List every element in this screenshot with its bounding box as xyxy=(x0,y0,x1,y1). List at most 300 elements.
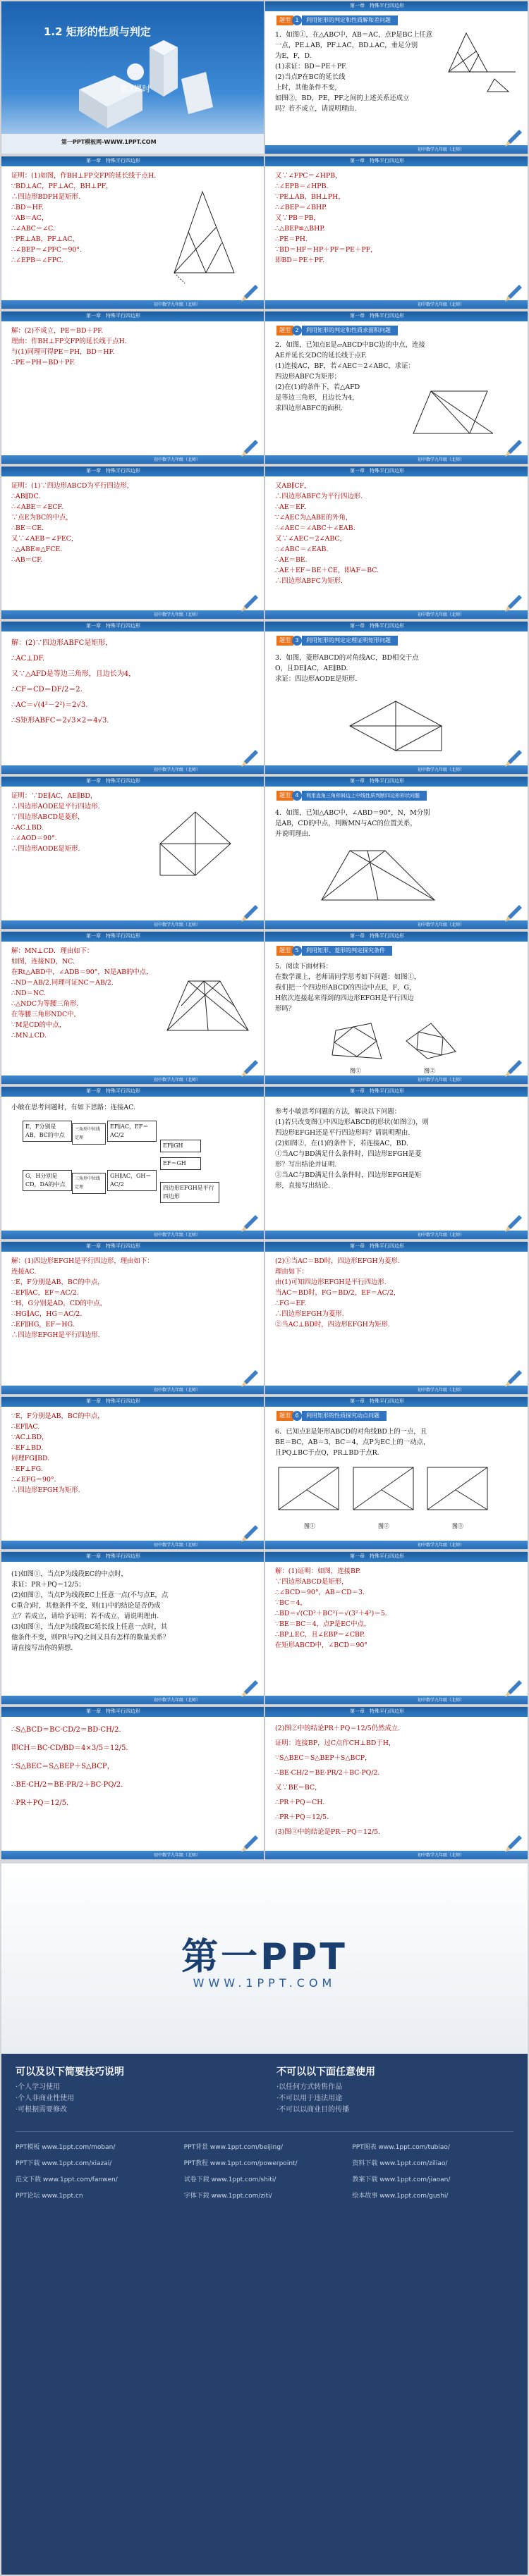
header-chapter: 第一章 特殊平行四边形 xyxy=(350,1243,404,1249)
text-line: (3)如图③，当点P为线段EC延长线上任意一点时，其 xyxy=(11,1623,168,1631)
text-line: 上时，其他条件不变， xyxy=(275,84,341,92)
header-chapter: 第一章 特殊平行四边形 xyxy=(86,468,140,474)
text-line: (1)连接AC，BF，若∠AEC＝2∠ABC，求证： xyxy=(275,362,415,370)
pencil-icon xyxy=(237,1832,261,1856)
footer-text: 初中数学九年级（北师） xyxy=(417,302,464,307)
ad-cannot-title: 不可以以下面任意使用 xyxy=(276,2066,375,2078)
text-line: 解：(1)证明：如图，连接BP. xyxy=(275,1567,361,1575)
footer-text: 初中数学九年级（北师） xyxy=(417,1853,464,1858)
flow-box: 四边形EFGH是平行四边形 xyxy=(160,1182,219,1203)
header-chapter: 第一章 特殊平行四边形 xyxy=(86,1708,140,1714)
text-line: ∴四边形ABFC为矩形. xyxy=(275,577,343,585)
text-line: ∴AB＝CF. xyxy=(11,556,43,564)
cover-title: 1.2 矩形的性质与判定 xyxy=(44,25,151,38)
text-line: ∴AE＝EF. xyxy=(275,503,306,511)
text-line: ∴四边形EFGH为菱形. xyxy=(275,1310,344,1318)
topic-tag: 题型 xyxy=(276,16,293,25)
topic-num: 5 xyxy=(292,946,302,956)
text-line: ∴∠EFG＝90°. xyxy=(11,1476,56,1484)
text-line: ∴PR＋PQ＝12/5. xyxy=(11,1799,69,1807)
problem-text xyxy=(275,30,450,114)
text-line: (2)当点P在BC的延长线 xyxy=(275,73,346,81)
text-line: ∴EF∥AC，EF＝AC/2. xyxy=(11,1289,79,1297)
text-line: ∵BD⊥AC，PF⊥AC，BH⊥PF， xyxy=(11,183,113,190)
text-line: ∴△NDC为等腰三角形. xyxy=(11,1000,79,1008)
geometry-figure xyxy=(329,1020,385,1066)
text-line: 在矩形ABCD中，∠BCD＝90° xyxy=(275,1641,367,1649)
ad-link[interactable]: 试卷下载 www.1ppt.com/shiti/ xyxy=(183,2176,276,2183)
flow-box: GH∥AC，GH＝AC/2 xyxy=(107,1170,157,1191)
text-line: ∴S矩形ABFC＝2√3×2＝4√3. xyxy=(11,717,109,725)
topic-num: 2 xyxy=(292,326,302,335)
text-line: ∴四边形AODE是平行四边形. xyxy=(11,803,100,811)
ad-link[interactable]: PPT图表 www.1ppt.com/tubiao/ xyxy=(352,2144,450,2151)
footer-text: 初中数学九年级（北师） xyxy=(417,612,464,617)
flow-box: EF＝GH xyxy=(160,1157,201,1170)
solution-text xyxy=(11,481,236,565)
text-line: 他条件不变，则PR与PQ之间又具有怎样的数量关系？ xyxy=(11,1634,170,1641)
text-line: (2)在(1)的条件下，若△AFD xyxy=(275,383,360,391)
text-line: (2)如图②，当点P为线段EC上任意一点(不与点E，点 xyxy=(11,1591,169,1599)
ad-panel xyxy=(1,1863,528,2575)
topic-1 xyxy=(276,16,398,25)
ad-logo-sub: WWW.1PPT.COM xyxy=(193,1976,336,1990)
geometry-figure xyxy=(160,974,252,1037)
text-line: ∵BE＝BC＝4，点P是EC中点， xyxy=(275,1620,371,1628)
text-line: ∴∠EPB＝∠FPC. xyxy=(11,257,63,264)
header-chapter: 第一章 特殊平行四边形 xyxy=(350,933,404,939)
text-line: ∴MN⊥CD. xyxy=(11,1032,47,1040)
text-line: 又∵△AFD是等边三角形，且边长为4， xyxy=(11,670,136,678)
text-line: 又∵∠AEB＝∠FEC， xyxy=(11,535,78,543)
text-line: 理由如下： xyxy=(275,1268,308,1276)
pencil-icon xyxy=(501,1677,525,1701)
geometry-figure xyxy=(308,844,449,907)
text-line: ∴AC⊥BD. xyxy=(11,824,44,832)
flow-box: 三角形中位线定理 xyxy=(72,1173,106,1194)
text-line: 求证：PR＋PQ＝12/5； xyxy=(11,1581,85,1589)
flow-box: EF∥GH xyxy=(160,1140,201,1152)
pencil-icon xyxy=(237,1212,261,1236)
flow-box: 三角形中位线定理 xyxy=(72,1123,106,1145)
slide-24 xyxy=(265,1707,528,1859)
text-line: ②当AC与BD满足什么条件时，四边形EFGH是矩 xyxy=(275,1171,422,1179)
text-line: (1)如图①，当点P为线段EC的中点时， xyxy=(11,1570,128,1578)
text-line: 解：(2)∵四边形ABFC是矩形， xyxy=(11,639,113,647)
text-line: ∴AE＝BE. xyxy=(275,556,308,564)
footer-text: 初中数学九年级（北师） xyxy=(417,1233,464,1238)
solution-text xyxy=(275,1721,499,1839)
text-line: 在等腰三角形NDC中， xyxy=(11,1011,80,1018)
ad-link[interactable]: PPT模板 www.1ppt.com/moban/ xyxy=(16,2144,116,2151)
footer-text: 初中数学九年级（北师） xyxy=(417,1078,464,1083)
text-line: ∵四边形ABCD是菱形， xyxy=(11,813,85,821)
topic-4 xyxy=(276,791,427,801)
topic-title: 利用矩形的性质探究动点问题 xyxy=(302,1411,387,1421)
text-line: (3)图③中的结论是PR－PQ＝12/5. xyxy=(275,1828,381,1836)
text-line: 证明：(1)∵四边形ABCD为平行四边形， xyxy=(11,482,134,490)
text-line: 一点，PE⊥AB，PF⊥AC，BD⊥AC，垂足分别 xyxy=(275,42,418,49)
solution-text xyxy=(11,791,165,854)
geometry-figure xyxy=(424,1464,494,1520)
pencil-icon xyxy=(501,747,525,771)
text-line: ∴BE＝CE. xyxy=(11,524,44,532)
text-line: ∴EF∥HG，EF＝HG. xyxy=(11,1321,75,1329)
text-line: ∵PE⊥AB，BH⊥PH， xyxy=(275,193,345,201)
geometry-figure xyxy=(410,388,494,440)
text-line: 形？写出结论并证明. xyxy=(275,1161,337,1169)
footer-text: 初中数学九年级（北师） xyxy=(153,302,200,307)
solution-text xyxy=(11,1721,236,1813)
pencil-icon xyxy=(501,127,525,151)
problem-text xyxy=(11,1102,236,1113)
topic-title: 利用矩形的判定定理证明矩形问题 xyxy=(302,636,398,646)
slide-3 xyxy=(1,156,264,309)
text-line: 是AB，CD的中点，判断MN与AC的位置关系， xyxy=(275,820,417,827)
header-chapter: 第一章 特殊平行四边形 xyxy=(86,933,140,939)
text-line: ∴EF⊥BD. xyxy=(11,1444,44,1452)
text-line: 5．阅读下面材料： xyxy=(275,963,332,970)
text-line: 四边形ABFC为矩形； xyxy=(275,373,341,381)
header-chapter: 第一章 特殊平行四边形 xyxy=(350,468,404,474)
pencil-icon xyxy=(501,437,525,461)
text-line: ∴AC⊥DF. xyxy=(11,655,45,663)
footer-text: 初中数学九年级（北师） xyxy=(153,1233,200,1238)
figure-label: 图② xyxy=(424,1068,435,1074)
footer-text: 初中数学九年级（北师） xyxy=(153,1698,200,1703)
footer-text: 初中数学九年级（北师） xyxy=(417,147,464,152)
ad-link-grid xyxy=(16,2142,513,2200)
slide-18 xyxy=(265,1242,528,1394)
text-line: ∴PR＋PQ＝12/5. xyxy=(275,1813,329,1821)
slide-5 xyxy=(1,312,264,464)
text-line: (2)图②中的结论PR＋PQ＝12/5仍然成立. xyxy=(275,1725,401,1732)
text-line: 2．如图，已知点E是▱ABCD中BC边的中点，连接 xyxy=(275,341,425,349)
text-line: 在数学课上，老师请同学思考如下问题：如图①， xyxy=(275,973,421,981)
text-line: 当AC＝BD时，FG＝BD/2，EF＝AC/2， xyxy=(275,1289,401,1297)
text-line: 如图②，BD，PE，PF之间的上述关系还成立 xyxy=(275,94,410,102)
footer-text: 初中数学九年级（北师） xyxy=(153,1853,200,1858)
solution-text xyxy=(11,171,165,266)
flow-box: EF∥AC，EF＝AC/2 xyxy=(107,1121,157,1142)
problem-text xyxy=(275,1107,499,1191)
text-line: 且PQ⊥BC于点Q，PR⊥BD于点R. xyxy=(275,1449,379,1457)
text-line: 又AB∥CF， xyxy=(275,482,311,490)
text-line: 并说明理由. xyxy=(275,830,310,838)
text-line: 求四边形ABFC的面积. xyxy=(275,405,343,412)
ad-list-item: ·可根据需要修改 xyxy=(16,2106,68,2114)
text-line: 四边形EFGH还是平行四边形吗？请说明理由. xyxy=(275,1129,411,1137)
footer-text: 初中数学九年级（北师） xyxy=(153,1543,200,1548)
pencil-icon xyxy=(501,1057,525,1081)
text-line: ∵BD＝HF＝HP＋PF＝PE＋PF， xyxy=(275,246,377,254)
slide-23 xyxy=(1,1707,264,1859)
topic-tag: 题型 xyxy=(276,326,293,335)
text-line: 解：(2)不成立，PE＝BD＋PF. xyxy=(11,327,104,335)
pencil-icon xyxy=(237,902,261,926)
text-line: 4．如图，已知△ABC中，∠ABD＝90°，N，M分别 xyxy=(275,809,430,817)
solution-text xyxy=(11,1411,236,1496)
topic-2 xyxy=(276,326,398,335)
pencil-icon xyxy=(501,1832,525,1856)
text-line: ∴∠ABC＝∠C. xyxy=(11,225,55,233)
cover-subtitle: 第3课时 xyxy=(120,84,151,94)
text-line: ∴四边形ABFC为平行四边形. xyxy=(275,493,363,500)
footer-text: 初中数学九年级（北师） xyxy=(417,1698,464,1703)
geometry-figure xyxy=(153,805,238,882)
topic-6 xyxy=(276,1411,387,1421)
ad-link[interactable]: PPT背景 www.1ppt.com/beijing/ xyxy=(183,2144,283,2151)
solution-text xyxy=(275,481,499,586)
ad-cannot-list xyxy=(276,2082,349,2116)
slide-4 xyxy=(265,156,528,309)
solution-text xyxy=(275,1566,499,1651)
geometry-figure xyxy=(343,698,449,754)
header-chapter: 第一章 特殊平行四边形 xyxy=(350,1553,404,1559)
text-line: 在Rt△ABD中，∠ADB＝90°，N是AB的中点， xyxy=(11,968,153,976)
text-line: ∴四边形AODE是矩形. xyxy=(11,845,80,853)
text-line: ∴FG＝EF. xyxy=(275,1300,307,1307)
text-line: ∴∠BCD＝90°，AB＝CD＝3. xyxy=(275,1589,365,1596)
text-line: 又∵∠AEC＝2∠ABC， xyxy=(275,535,346,543)
footer-text: 初中数学九年级（北师） xyxy=(153,768,200,772)
text-line: 如图，连接ND，NC. xyxy=(11,958,75,966)
pencil-icon xyxy=(501,902,525,926)
text-line: ∴S△BCD＝BC·CD/2＝BD·CH/2. xyxy=(11,1726,121,1734)
ad-logo: 第一PPT xyxy=(181,1936,348,1978)
text-line: 参考小敏思考问题的方法，解决以下问题： xyxy=(275,1108,401,1116)
slide-11 xyxy=(1,777,264,929)
text-line: ∴∠AEC＝∠ABC＋∠EAB. xyxy=(275,524,355,532)
slide-15 xyxy=(1,1087,264,1239)
slide-22 xyxy=(265,1552,528,1704)
ad-list-item: ·不可以以商业目的传播 xyxy=(276,2106,350,2114)
problem-text xyxy=(11,1569,236,1653)
pencil-icon xyxy=(501,282,525,306)
text-line: ∴PE＝PH. xyxy=(275,235,308,243)
header-chapter: 第一章 特殊平行四边形 xyxy=(350,1088,404,1094)
problem-text xyxy=(275,961,499,1014)
text-line: ∵PE⊥AB，PF⊥AC， xyxy=(11,235,79,243)
slide-9 xyxy=(1,622,264,774)
solution-text xyxy=(275,171,499,266)
topic-tag: 题型 xyxy=(276,946,293,956)
ad-link[interactable]: 字体下载 www.1ppt.com/ziti/ xyxy=(183,2193,272,2200)
text-line: ∴EF∥AC. xyxy=(11,1423,40,1431)
text-line: 又∵BE＝BC， xyxy=(275,1784,322,1792)
header-chapter: 第一章 特殊平行四边形 xyxy=(350,1398,404,1404)
text-line: 立？若成立，请给予证明；若不成立，请说明理由. xyxy=(11,1613,159,1620)
solution-text xyxy=(11,1256,236,1341)
footer-text: 初中数学九年级（北师） xyxy=(153,1388,200,1393)
text-line: ∵S△BEC＝S△BEP＋S△BCP， xyxy=(275,1754,372,1762)
text-line: ②当AC⊥BD时，四边形EFGH为矩形. xyxy=(275,1321,390,1329)
pencil-icon xyxy=(237,437,261,461)
geometry-figure xyxy=(350,1464,420,1520)
text-line: ∴AB∥DC. xyxy=(11,493,41,500)
text-line: (1)若只改变图①中四边形ABCD的形状(如图②)，则 xyxy=(275,1118,429,1126)
topic-title: 利用矩形、菱形的判定探究条件 xyxy=(302,946,392,956)
ad-list-item: ·个人非商业性使用 xyxy=(16,2095,75,2102)
ad-list-item: ·不可以用于违法用途 xyxy=(276,2095,343,2102)
text-line: (2)①当AC＝BD时，四边形EFGH为菱形. xyxy=(275,1257,400,1265)
solution-text xyxy=(11,636,236,729)
ad-link[interactable]: 范文下载 www.1ppt.com/fanwen/ xyxy=(16,2176,118,2183)
topic-tag: 题型 xyxy=(276,1411,293,1421)
ad-link[interactable]: 绘本故事 www.1ppt.com/gushi/ xyxy=(352,2193,449,2200)
header-chapter: 第一章 特殊平行四边形 xyxy=(86,778,140,784)
slide-19 xyxy=(1,1397,264,1549)
ad-link[interactable]: PPT论坛 www.1ppt.cn xyxy=(16,2193,83,2200)
geometry-figure xyxy=(171,188,241,287)
ad-can-title: 可以及以下简要技巧说明 xyxy=(16,2066,124,2078)
text-line: ∴AE＋EF＝BE＋CE，即AF＝BC. xyxy=(275,567,379,574)
text-line: 证明：∵DE∥AC，AE∥BD， xyxy=(11,792,97,800)
cover-slide xyxy=(1,1,264,154)
pencil-icon xyxy=(237,282,261,306)
topic-num: 4 xyxy=(292,791,302,801)
text-line: 理由：作BH⊥FP交FP的延长线于点H. xyxy=(11,338,127,345)
text-line: 解：(1)四边形EFGH是平行四边形，理由如下： xyxy=(11,1257,154,1265)
header-chapter: 第一章 特殊平行四边形 xyxy=(350,313,404,319)
header-chapter: 第一章 特殊平行四边形 xyxy=(86,1088,140,1094)
topic-num: 3 xyxy=(292,636,302,646)
slide-13 xyxy=(1,932,264,1084)
footer-text: 初中数学九年级（北师） xyxy=(153,1078,200,1083)
ad-link[interactable]: PPT教程 www.1ppt.com/powerpoint/ xyxy=(183,2160,298,2167)
text-line: 请直接写出你的猜想. xyxy=(11,1644,73,1652)
text-line: 即CH＝BC·CD/BD＝4×3/5＝12/5. xyxy=(11,1744,128,1752)
slide-8 xyxy=(265,467,528,619)
text-line: 形，直接写出结论. xyxy=(275,1182,330,1190)
text-line: 小敏在思考问题时，有如下思路：连接AC. xyxy=(11,1104,135,1111)
header-chapter: 第一章 特殊平行四边形 xyxy=(350,623,404,629)
slide-16 xyxy=(265,1087,528,1239)
text-line: 为E，F，D. xyxy=(275,52,312,60)
text-line: ∴BE·CH/2＝BE·PR/2＋BC·PQ/2. xyxy=(11,1781,123,1789)
text-line: 是等边三角形，且边长为4， xyxy=(275,394,359,402)
ad-list-item: ·以任何方式转售作品 xyxy=(276,2083,343,2091)
figure-label: 图① xyxy=(350,1068,361,1074)
topic-num: 1 xyxy=(292,16,302,25)
slide-14 xyxy=(265,932,528,1084)
slide-17 xyxy=(1,1242,264,1394)
footer-text: 初中数学九年级（北师） xyxy=(153,923,200,928)
header-chapter: 第一章 特殊平行四边形 xyxy=(86,1553,140,1559)
footer-text: 初中数学九年级（北师） xyxy=(417,1388,464,1393)
text-line: ∴四边形BDFH是矩形. xyxy=(11,193,80,201)
text-line: 由(1)可知四边形EFGH是平行四边形. xyxy=(275,1278,387,1286)
text-line: 我们把一个四边形ABCD的四边中点E，F，G， xyxy=(275,984,416,992)
pencil-icon xyxy=(237,1057,261,1081)
pencil-icon xyxy=(501,1212,525,1236)
ad-list-item: ·个人学习使用 xyxy=(16,2083,61,2091)
text-line: 即BD＝PE＋PF. xyxy=(275,257,325,264)
problem-text xyxy=(275,653,499,684)
text-line: ∴四边形EFGH是平行四边形. xyxy=(11,1331,100,1339)
text-line: ∴PR＋PQ＝CH. xyxy=(275,1799,325,1806)
text-line: ∴PE＝PH＝BD＋PF. xyxy=(11,359,75,366)
pencil-icon xyxy=(501,1367,525,1391)
text-line: ∴AC＝√(4²－2²)＝2√3. xyxy=(11,701,88,709)
footer-text: 初中数学九年级（北师） xyxy=(417,923,464,928)
text-line: 证明：连接BP，过C点作CH⊥BD于H， xyxy=(275,1739,396,1747)
text-line: ∴△BEP≌△BHP. xyxy=(275,225,325,233)
text-line: ∵∠AEC为△ABE的外角， xyxy=(275,514,353,522)
ad-link[interactable]: 资料下载 www.1ppt.com/ziliao/ xyxy=(352,2160,448,2167)
cover-site: 第一PPT模板网-WWW.1PPT.COM xyxy=(61,139,157,145)
ad-link[interactable]: PPT下载 www.1ppt.com/xiazai/ xyxy=(16,2160,112,2167)
slide-12 xyxy=(265,777,528,929)
text-line: ∵点E为BC的中点， xyxy=(11,514,73,522)
text-line: 又∵PB＝PB， xyxy=(275,214,320,222)
topic-tag: 题型 xyxy=(276,636,293,646)
text-line: ∴∠ABE＝∠ECF. xyxy=(11,503,63,511)
slide-21 xyxy=(1,1552,264,1704)
text-line: ∵E，F分别是AB，BC的中点， xyxy=(11,1412,104,1420)
footer-text: 初中数学九年级（北师） xyxy=(417,768,464,772)
problem-text xyxy=(275,1426,499,1458)
text-line: ∴CF＝CD＝DF/2＝2. xyxy=(11,686,83,694)
text-line: 1．如图①，在△ABC中，AB＝AC，点P是BC上任意 xyxy=(275,31,432,39)
text-line: ∵BC＝4， xyxy=(275,1599,307,1607)
slide-7 xyxy=(1,467,264,619)
pencil-icon xyxy=(237,1367,261,1391)
text-line: ∵H，G分别是AD，CD的中点， xyxy=(11,1300,107,1307)
text-line: AE并延长交DC的延长线于点F. xyxy=(275,352,367,359)
pencil-icon xyxy=(501,592,525,616)
figure-label: 图② xyxy=(378,1523,389,1529)
text-line: ∵AB＝AC， xyxy=(11,214,49,222)
header-chapter: 第一章 特殊平行四边形 xyxy=(350,1708,404,1714)
text-line: 3．如图，菱形ABCD的对角线AC，BD相交于点 xyxy=(275,654,419,662)
ad-link[interactable]: 教案下载 www.1ppt.com/jiaoan/ xyxy=(352,2176,451,2183)
slide-20 xyxy=(265,1397,528,1549)
pencil-icon xyxy=(237,592,261,616)
figure-label: 图① xyxy=(304,1523,315,1529)
pencil-icon xyxy=(237,1522,261,1546)
header-chapter: 第一章 特殊平行四边形 xyxy=(350,3,404,8)
text-line: 求证：四边形AODE是矩形. xyxy=(275,675,358,683)
text-line: 形吗？ xyxy=(275,1005,296,1013)
text-line: 同理FG∥BD. xyxy=(11,1455,50,1462)
geometry-figure xyxy=(403,1020,459,1066)
solution-text xyxy=(275,1256,499,1330)
slide-6 xyxy=(265,312,528,464)
text-line: ∴∠EPB＝∠HPB. xyxy=(275,183,329,190)
topic-5 xyxy=(276,946,392,956)
text-line: ∴∠AOD＝90°. xyxy=(11,834,57,842)
text-line: BE＝BC，AB＝3，BC＝4，点P为EC上的一动点， xyxy=(275,1438,430,1446)
solution-text xyxy=(11,326,236,368)
header-chapter: 第一章 特殊平行四边形 xyxy=(86,623,140,629)
topic-3 xyxy=(276,636,398,646)
text-line: ∴ND＝NC. xyxy=(11,990,47,997)
text-line: 与(1)同理可得PE＝PH，BD＝HF. xyxy=(11,348,115,356)
text-line: 又∵∠FPC＝∠HPB， xyxy=(275,172,342,180)
text-line: ∵E，F分别是AB，BC的中点， xyxy=(11,1278,104,1286)
geometry-figure xyxy=(445,30,523,93)
slide-10 xyxy=(265,622,528,774)
header-chapter: 第一章 特殊平行四边形 xyxy=(86,158,140,164)
text-line: 吗？若不成立，请说明理由. xyxy=(275,105,357,113)
text-line: ∴△ABE≌△FCE. xyxy=(11,546,63,553)
text-line: 解：MN⊥CD．理由如下： xyxy=(11,947,94,955)
text-line: ∴HG∥AC，HG＝AC/2. xyxy=(11,1310,83,1318)
header-chapter: 第一章 特殊平行四边形 xyxy=(350,158,404,164)
text-line: ∴EF⊥FG. xyxy=(11,1465,43,1473)
topic-title: 利用矩形的判定和性质解和差问题 xyxy=(302,16,398,25)
